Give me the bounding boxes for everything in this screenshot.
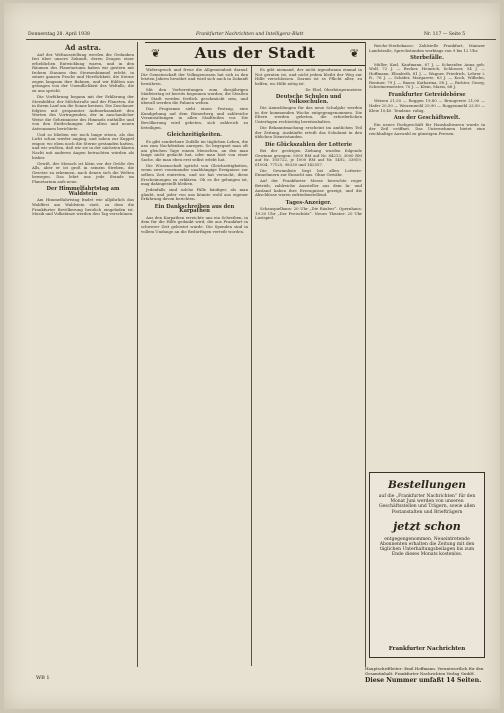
article-paragraph: Widerspruch und freue die Allgemeinheit darauf. Die Gemeinschaft der Volksgenossen hat sich in den letzten Jahren bewährt und wird sich auch in Zukunft bewähren. <box>141 68 248 86</box>
article-paragraph: Die Gewinnliste liegt bei allen Lotterie-Einnehmern zur Einsicht aus. Ohne Gewähr. <box>255 167 362 178</box>
column-rule <box>365 42 366 667</box>
section-heading: Aus der Geschäftswelt. <box>393 115 461 122</box>
issue-number: Nr. 117 — Seite 5 <box>424 32 466 37</box>
column-2 <box>141 68 248 664</box>
paper-name: Frankfurter Nachrichten und Intelligenz-Blatt <box>196 32 304 37</box>
article-heading: Der Himmelfahrtstag am Waldstein <box>46 186 120 197</box>
article-heading: Ad astra. <box>64 44 102 52</box>
article-heading: Die Glückszahlen der Lotterie <box>264 141 353 148</box>
page-count: Diese Nummer umfaßt 14 Seiten. <box>365 677 482 685</box>
column-rule <box>251 66 252 666</box>
article-paragraph: Und so blieben wir noch lange sitzen, als das Licht schon wieder anging, und sahen zur Kuppel empor, wo eben noch die Sterne gestanden hatten, und wir wußten, daß wir sie in der nächsten klaren Nacht mit anderen Augen betrachten würden als bisher. <box>32 131 134 160</box>
issue-date: Donnerstag 28. April 1938 <box>28 32 90 37</box>
article-paragraph: Die Anmeldungen für das neue Schuljahr werden in der kommenden Woche entgegengenommen. Die Eltern werden gebeten, die erforderlichen Unterlagen rechtzeitig bereitzuhalten. <box>255 105 362 124</box>
imprint-text: Hauptschriftleiter: Emil Hoffmann. Verantwortlich für den Gesamtinhalt: Frankfurter Nachrichten Verlag GmbH. <box>365 666 484 676</box>
section-title: Aus der Stadt <box>194 44 316 62</box>
article-paragraph: Die Bekanntmachung erscheint im amtlichen Teil der Zeitung. Auskünfte erteilt das Schulamt in den üblichen Dienststunden. <box>255 125 362 140</box>
grain-prices: Weizen 21,50 — Roggen 19,80 — Braugerste 21,00 — Hafer 20,50 — Weizenmehl 29,90 — Roggenmehl 23,50 — Kleie 10,40. Tendenz: ruhig. <box>369 98 485 113</box>
article-heading: Gleichzeitigkeiten. <box>167 132 222 139</box>
ad-brand: Frankfurter Nachrichten <box>388 646 466 652</box>
article-paragraph: Gewiß, der Mensch ist klein vor der Größe des Alls, aber er ist groß in seinem Streben, die Gesetze zu erkennen, nach denen sich die Welten bewegen. Das lehrt uns jede Stunde im Planetarium aufs neue. <box>32 160 134 184</box>
section-heading: Sterbefälle. <box>410 55 444 62</box>
article-paragraph: Auf der Frankfurter Messe herrschte reger Betrieb; zahlreiche Aussteller aus dem In- und Ausland haben ihre Erzeugnisse gezeigt, und die Abschlüsse waren zufriedenstellend. <box>255 178 362 198</box>
death-notices: Müller, Karl, Kaufmann, 67 J. — Schneider, Anna geb. Wolf, 72 J. — Becker, Heinrich, Schlosser, 54 J. — Hoffmann, Elisabeth, 81 J. — Wagner, Friedrich, Lehrer i. R., 76 J. — Schäfer, Margarete, 63 J. — Koch, Wilhelm, Rentner, 79 J. — Bauer, Katharina, 58 J. — Richter, Georg, Schreinermeister, 70 J. — Klein, Maria, 66 J. <box>369 61 485 90</box>
ad-text: auf die „Frankfurter Nachrichten“ für den Monat Juni werden von unseren Geschäftsstellen und Trägern, sowie allen Postanstalten und Briefträgern <box>378 494 476 515</box>
article-paragraph: Jedenfalls sind solche Fälle häufiger, als man glaubt, und jeder von uns könnte wohl aus eigener Erfahrung davon berichten. <box>141 187 248 202</box>
article-paragraph: Es gibt sonderbare Zufälle im täglichen Leben, die uns zum Nachdenken anregen. So begegnet man oft am gleichen Tage einem Menschen, an den man lange nicht gedacht hat, oder man hört von einer Sache, die man eben erst selbst erlebt hat. <box>141 138 248 162</box>
article-paragraph: Die Wissenschaft spricht von Gleichzeitigkeiten, wenn zwei voneinander unabhängige Ereignisse zur selben Zeit eintreten, und sie hat versucht, diese Erscheinungen zu erklären. Ob es ihr gelungen ist, mag dahingestellt bleiben. <box>141 162 248 187</box>
column-rule <box>137 42 138 667</box>
page-footer <box>365 667 490 684</box>
ornament-left-icon: ❦ <box>151 47 161 60</box>
page-marker: WB 1 <box>36 675 50 681</box>
page-header <box>26 31 496 40</box>
business-news: Ein neues Fachgeschäft für Haushaltwaren wurde in der Zeil eröffnet. Das Unternehmen bietet eine reichhaltige Auswahl zu günstigen Preisen. <box>369 121 485 136</box>
article-paragraph: Das Programm sieht einen Festzug, eine Kundgebung auf dem Römerberg und zahlreiche Veranstaltungen in allen Stadtteilen vor. Die Bevölkerung wird gebeten, sich zahlreich zu beteiligen. <box>141 106 248 130</box>
subscription-ad <box>369 472 485 658</box>
article-heading: Tages-Anzeiger. <box>285 199 332 206</box>
article-paragraph: Die Vorführung begann mit der Erklärung der Sternbilder, der Milchstraße und der Planeten, die in ihrem Lauf um die Sonne kreisen. Die Zuschauer folgten mit gespannter Aufmerksamkeit den Worten des Vortragenden, der in anschaulicher Weise die Geheimnisse des Himmels enthüllte und von den Entdeckungen der alten und neuen Astronomen berichtete. <box>32 93 134 131</box>
ad-call-to-action: jetzt schon <box>393 519 461 533</box>
ornament-right-icon: ❦ <box>349 47 359 60</box>
ad-text: entgegengenommen. Neueintretende Abonnenten erhalten die Zeitung mit den täglichen Unterhaltungsbeilagen bis zum Ende dieses Monats kostenlos. <box>379 536 475 558</box>
column-4 <box>369 44 485 468</box>
article-paragraph: Schauspielhaus: 20 Uhr „Die Räuber“. Opernhaus: 19.30 Uhr „Der Freischütz“. Neues Theater: 20 Uhr Lustspiel. <box>255 206 362 221</box>
notice-paragraph: Reichs-Sterbekasse: Zahlstelle Frankfurt, Mainzer Landstraße, Sprechstunden werktags von 9 bis 12 Uhr. <box>369 44 485 53</box>
column-1 <box>32 44 134 664</box>
article-paragraph: Auf der Weltausstellung werden die Gedanken frei über unsere Zukunft, deren Zeugen einer erheblichen Entwicklung waren, und in den Räumen des Planetariums haben wir gestern mit frohem Staunen den Sternenhimmel erlebt, in seiner ganzen Pracht und Herrlichkeit; die Sterne zogen langsam ihre Bahnen, und wir fühlten uns getragen von der Unendlichkeit des Weltalls, die zu uns spricht. <box>32 51 134 93</box>
section-heading: Frankfurter Getreidebörse <box>388 91 466 98</box>
article-paragraph: Am Himmelfahrtstag findet wie alljährlich das Waldfest am Waldstein statt, zu dem die Frankfurter Bevölkerung herzlich eingeladen ist. Musik und Volkstänze werden den Tag verschönen. <box>32 197 134 217</box>
article-paragraph: Aus den Karpathen erreichte uns ein Schreiben, in dem für die Hilfe gedankt wird, die aus Frankfurt in schwerer Zeit geleistet wurde. Die Spenden sind in vollem Umfange an die Bedürftigen verteilt worden. <box>141 214 248 234</box>
column-3 <box>255 68 362 664</box>
article-paragraph: Mit den Vorbereitungen zum diesjährigen Maifeiertag ist bereits begonnen worden; die Straßen der Stadt werden festlich geschmückt sein, und überall werden die Fahnen wehen. <box>141 86 248 106</box>
article-heading: Ein Dankschreiben aus den Karpathen <box>154 203 235 215</box>
article-paragraph: Bei der gestrigen Ziehung wurden folgende Gewinne gezogen: 5000 RM auf Nr. 84213, 3000 RM auf Nr. 105722, je 1000 RM auf Nr. 1492, 33819, 61004, 77125, 98330 und 142557. <box>255 148 362 167</box>
ad-title: Bestellungen <box>388 479 466 491</box>
article-paragraph: Es gibt niemand, der nicht irgendwann einmal in Not geraten ist, und nicht jedem bleibt der Weg zur Hilfe verschlossen. Darum ist es Pflicht aller, zu helfen, wo Hilfe nötig ist. <box>255 68 362 86</box>
signature: Dr. Ebel, Oberbürgermeister <box>305 86 362 92</box>
article-heading: Deutsche Schulen und Volksschulen. <box>275 94 342 105</box>
section-masthead <box>145 42 365 66</box>
